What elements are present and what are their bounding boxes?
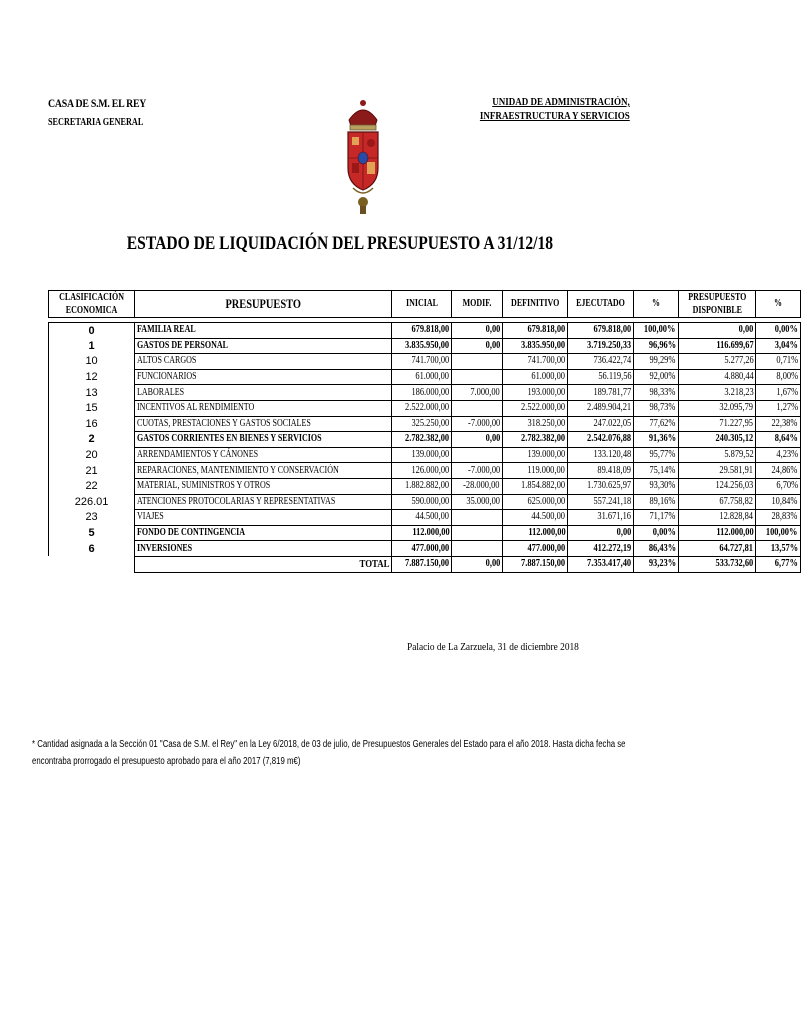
row-disponible: 71.227,95 [678,416,756,432]
row-inicial: 139.000,00 [392,447,452,463]
row-disponible: 12.828,84 [678,510,756,526]
row-modif: 0,00 [452,323,503,339]
row-inicial: 3.835.950,00 [392,338,452,354]
row-disponible: 5.277,26 [678,354,756,370]
row-name: ARRENDAMIENTOS Y CÁNONES [135,447,392,463]
place-date: Palacio de La Zarzuela, 31 de diciembre 2018 [407,641,579,653]
row-name: FUNCIONARIOS [135,369,392,385]
table-row [49,338,801,354]
row-pct: 71,17% [634,510,678,526]
row-modif: -28.000,00 [452,478,503,494]
row-ejecutado: 1.730.625,97 [568,478,634,494]
row-name: FONDO DE CONTINGENCIA [135,525,392,541]
row-pct2: 8,00% [756,369,800,385]
row-disponible: 4.880,44 [678,369,756,385]
row-inicial: 44.500,00 [392,510,452,526]
unit-header [447,96,630,122]
row-disponible: 124.256,03 [678,478,756,494]
row-disponible: 3.218,23 [678,385,756,401]
row-ejecutado: 56.119,56 [568,369,634,385]
row-name: GASTOS DE PERSONAL [135,338,392,354]
column-header-pct: % [634,291,678,318]
row-inicial: 590.000,00 [392,494,452,510]
total-inicial: 7.887.150,00 [392,556,452,572]
row-inicial: 186.000,00 [392,385,452,401]
column-header-modif: MODIF. [452,291,503,318]
table-row [49,385,801,401]
row-definitivo: 318.250,00 [502,416,567,432]
column-header-disponible: PRESUPUESTO DISPONIBLE [678,291,756,318]
row-pct2: 4,23% [756,447,800,463]
row-definitivo: 625.000,00 [502,494,567,510]
row-modif: 0,00 [452,338,503,354]
footnote-line1: * Cantidad asignada a la Sección 01 "Casa de S.M. el Rey" en la Ley 6/2018, de 03 de julio, de Presupuestos Generales del Estado para el año 2018. Hasta dicha fecha se [32,739,626,750]
row-pct2: 0,00% [756,323,800,339]
row-modif [452,369,503,385]
table-row [49,525,801,541]
row-ejecutado: 736.422,74 [568,354,634,370]
row-inicial: 1.882.882,00 [392,478,452,494]
table-row [49,447,801,463]
row-modif [452,510,503,526]
row-modif [452,354,503,370]
table-row [49,478,801,494]
total-definitivo: 7.887.150,00 [502,556,567,572]
budget-table [48,290,801,573]
row-name: CUOTAS, PRESTACIONES Y GASTOS SOCIALES [135,416,392,432]
column-header-pct2: % [756,291,800,318]
row-code: 6 [49,541,135,557]
row-code: 16 [49,416,135,432]
row-code: 5 [49,525,135,541]
row-inicial: 126.000,00 [392,463,452,479]
row-pct2: 28,83% [756,510,800,526]
row-pct: 99,29% [634,354,678,370]
row-code: 0 [49,323,135,339]
row-inicial: 112.000,00 [392,525,452,541]
row-name: LABORALES [135,385,392,401]
row-inicial: 477.000,00 [392,541,452,557]
row-inicial: 741.700,00 [392,354,452,370]
row-modif: 7.000,00 [452,385,503,401]
row-definitivo: 2.782.382,00 [502,432,567,448]
row-definitivo: 61.000,00 [502,369,567,385]
row-inicial: 61.000,00 [392,369,452,385]
organization-department: SECRETARIA GENERAL [48,117,144,128]
row-pct: 86,43% [634,541,678,557]
row-ejecutado: 133.120,48 [568,447,634,463]
row-modif [452,525,503,541]
row-definitivo: 139.000,00 [502,447,567,463]
total-ejecutado: 7.353.417,40 [568,556,634,572]
row-ejecutado: 89.418,09 [568,463,634,479]
row-ejecutado: 2.489.904,21 [568,400,634,416]
row-pct2: 100,00% [756,525,800,541]
row-definitivo: 477.000,00 [502,541,567,557]
row-ejecutado: 3.719.250,33 [568,338,634,354]
column-header-definitivo: DEFINITIVO [502,291,567,318]
table-row [49,400,801,416]
row-modif: -7.000,00 [452,463,503,479]
row-modif [452,541,503,557]
row-disponible: 116.699,67 [678,338,756,354]
column-header-presupuesto: PRESUPUESTO [135,291,392,318]
table-row [49,510,801,526]
row-disponible: 240.305,12 [678,432,756,448]
row-pct: 100,00% [634,323,678,339]
royal-coat-of-arms-icon [339,98,387,216]
row-code: 21 [49,463,135,479]
row-inicial: 679.818,00 [392,323,452,339]
table-row [49,432,801,448]
row-ejecutado: 31.671,16 [568,510,634,526]
row-definitivo: 3.835.950,00 [502,338,567,354]
row-name: FAMILIA REAL [135,323,392,339]
row-code: 10 [49,354,135,370]
row-pct: 0,00% [634,525,678,541]
row-pct: 89,16% [634,494,678,510]
table-row [49,369,801,385]
row-pct2: 10,84% [756,494,800,510]
row-ejecutado: 557.241,18 [568,494,634,510]
table-row [49,354,801,370]
row-name: VIAJES [135,510,392,526]
row-pct: 93,30% [634,478,678,494]
row-code: 1 [49,338,135,354]
row-code: 23 [49,510,135,526]
table-row [49,416,801,432]
row-code: 13 [49,385,135,401]
row-pct2: 6,70% [756,478,800,494]
row-name: GASTOS CORRIENTES EN BIENES Y SERVICIOS [135,432,392,448]
row-pct2: 3,04% [756,338,800,354]
organization-name: CASA DE S.M. EL REY [48,96,147,110]
row-name: MATERIAL, SUMINISTROS Y OTROS [135,478,392,494]
row-pct2: 1,27% [756,400,800,416]
row-ejecutado: 412.272,19 [568,541,634,557]
row-ejecutado: 189.781,77 [568,385,634,401]
total-pct2: 6,77% [756,556,800,572]
row-disponible: 32.095,79 [678,400,756,416]
row-inicial: 2.782.382,00 [392,432,452,448]
row-code: 15 [49,400,135,416]
row-pct: 92,00% [634,369,678,385]
table-row [49,463,801,479]
row-disponible: 64.727,81 [678,541,756,557]
footnote-line2: encontraba prorrogado el presupuesto aprobado para el año 2017 (7,819 m€) [32,756,301,767]
row-pct: 75,14% [634,463,678,479]
row-disponible: 112.000,00 [678,525,756,541]
footnote [32,736,672,770]
row-definitivo: 112.000,00 [502,525,567,541]
table-header-row [49,291,801,318]
column-header-ejecutado: EJECUTADO [568,291,634,318]
column-header-inicial: INICIAL [392,291,452,318]
row-modif [452,447,503,463]
column-header-clasificacion: CLASIFICACIÓN ECONOMICA [49,291,135,318]
row-name: ATENCIONES PROTOCOLARIAS Y REPRESENTATIVAS [135,494,392,510]
row-inicial: 2.522.000,00 [392,400,452,416]
row-pct2: 22,38% [756,416,800,432]
row-disponible: 5.879,52 [678,447,756,463]
table-total-row [49,556,801,572]
table-row [49,494,801,510]
row-disponible: 0,00 [678,323,756,339]
unit-name-line2: INFRAESTRUCTURA Y SERVICIOS [480,110,630,122]
row-modif: 35.000,00 [452,494,503,510]
row-code: 226.01 [49,494,135,510]
table-row [49,323,801,339]
row-definitivo: 119.000,00 [502,463,567,479]
row-definitivo: 193.000,00 [502,385,567,401]
row-name: INVERSIONES [135,541,392,557]
row-pct2: 13,57% [756,541,800,557]
row-inicial: 325.250,00 [392,416,452,432]
row-ejecutado: 679.818,00 [568,323,634,339]
row-code: 20 [49,447,135,463]
row-pct: 77,62% [634,416,678,432]
row-definitivo: 2.522.000,00 [502,400,567,416]
row-disponible: 29.581,91 [678,463,756,479]
organization-header [48,96,168,128]
row-pct: 98,33% [634,385,678,401]
total-modif: 0,00 [452,556,503,572]
row-pct2: 1,67% [756,385,800,401]
row-pct: 91,36% [634,432,678,448]
row-modif: -7.000,00 [452,416,503,432]
row-pct: 96,96% [634,338,678,354]
row-modif [452,400,503,416]
row-definitivo: 679.818,00 [502,323,567,339]
row-code: 2 [49,432,135,448]
row-name: INCENTIVOS AL RENDIMIENTO [135,400,392,416]
row-ejecutado: 2.542.076,88 [568,432,634,448]
row-pct2: 24,86% [756,463,800,479]
total-pct: 93,23% [634,556,678,572]
row-pct2: 0,71% [756,354,800,370]
row-name: REPARACIONES, MANTENIMIENTO Y CONSERVACIÓN [135,463,392,479]
row-ejecutado: 0,00 [568,525,634,541]
table-row [49,541,801,557]
row-name: ALTOS CARGOS [135,354,392,370]
row-disponible: 67.758,82 [678,494,756,510]
row-code: 22 [49,478,135,494]
row-definitivo: 1.854.882,00 [502,478,567,494]
document-title: ESTADO DE LIQUIDACIÓN DEL PRESUPUESTO A 31/12/18 [126,233,554,254]
unit-name-line1: UNIDAD DE ADMINISTRACIÓN, [492,96,630,108]
total-label: TOTAL [135,556,392,572]
row-ejecutado: 247.022,05 [568,416,634,432]
row-definitivo: 44.500,00 [502,510,567,526]
row-code: 12 [49,369,135,385]
row-pct: 98,73% [634,400,678,416]
total-disponible: 533.732,60 [678,556,756,572]
row-pct2: 8,64% [756,432,800,448]
row-modif: 0,00 [452,432,503,448]
row-pct: 95,77% [634,447,678,463]
row-definitivo: 741.700,00 [502,354,567,370]
